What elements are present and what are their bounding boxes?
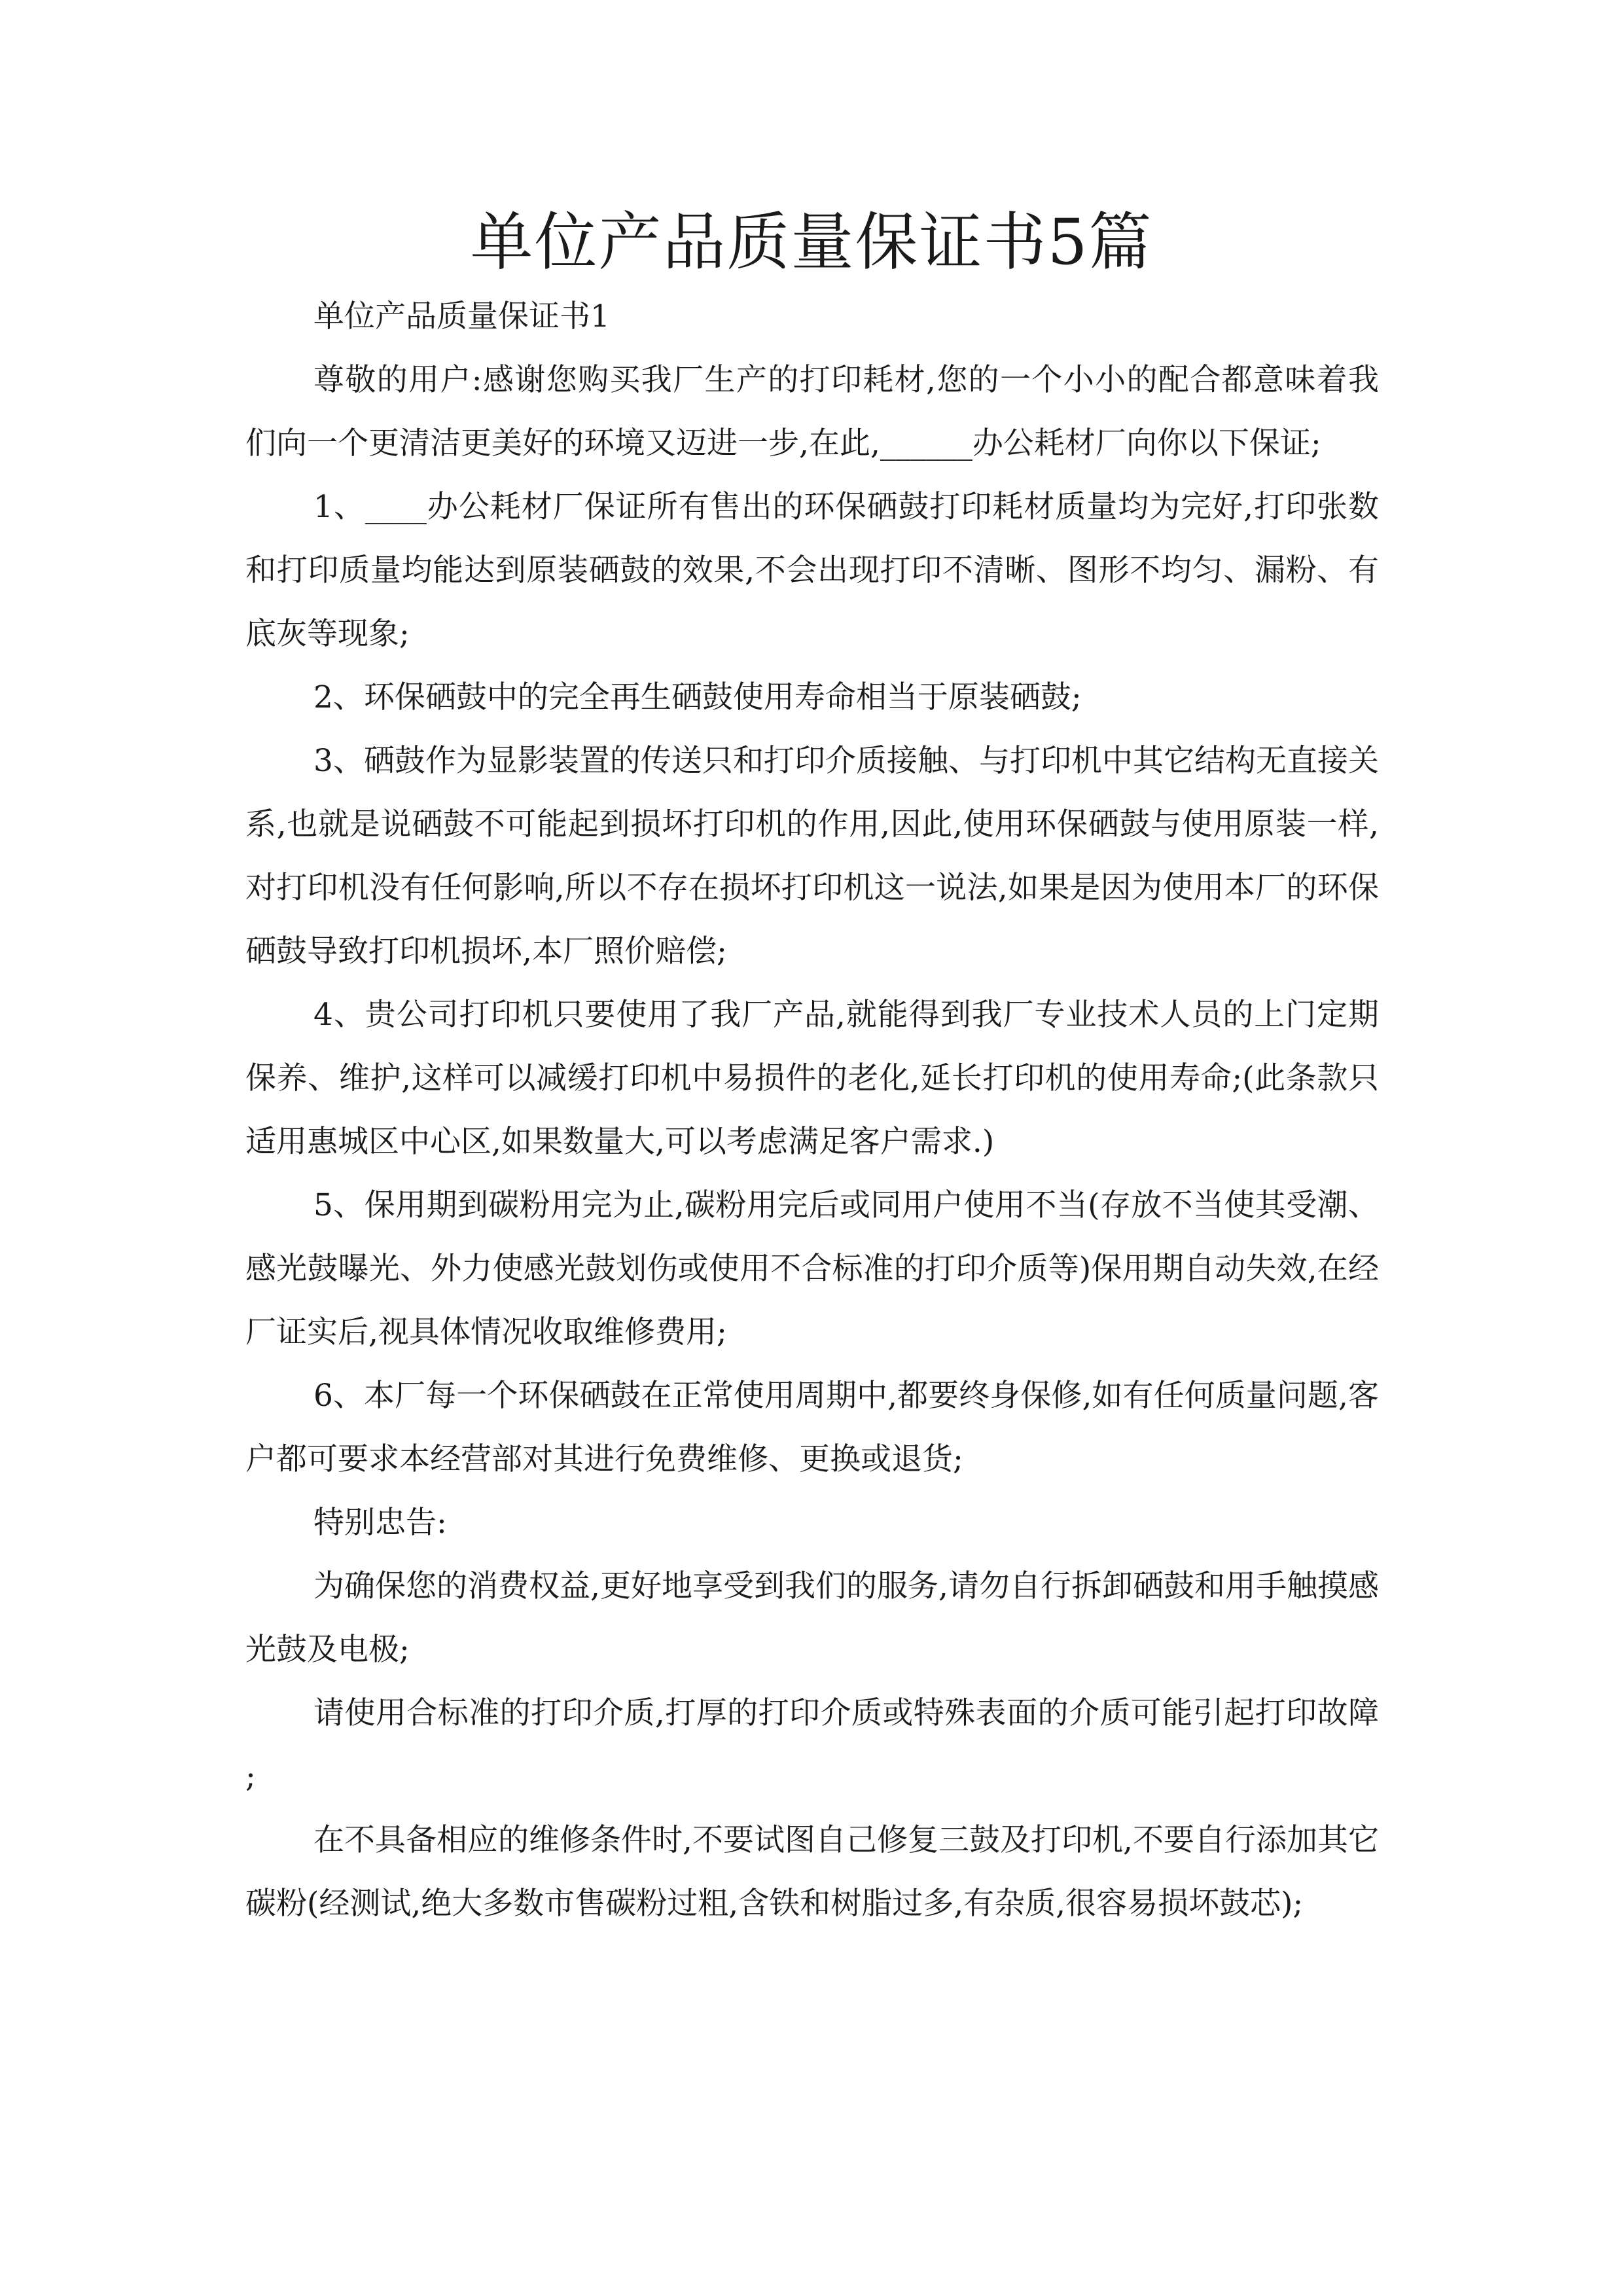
document-body (245, 285, 1379, 1935)
paragraph-item-1: 1、____办公耗材厂保证所有售出的环保硒鼓打印耗材质量均为完好,打印张数和打印质量均能达到原装硒鼓的效果,不会出现打印不清晰、图形不均匀、漏粉、有底灰等现象; (245, 489, 1379, 652)
notice-paragraph-2: 请使用合标准的打印介质,打厚的打印介质或特殊表面的介质可能引起打印故障; (245, 1695, 1379, 1795)
notice-paragraph-1: 为确保您的消费权益,更好地享受到我们的服务,请勿自行拆卸硒鼓和用手触摸感光鼓及电极; (245, 1568, 1379, 1668)
special-notice-heading: 特别忠告: (313, 1505, 447, 1541)
paragraph-item-4: 4、贵公司打印机只要使用了我厂产品,就能得到我厂专业技术人员的上门定期保养、维护,这样可以减缓打印机中易损件的老化,延长打印机的使用寿命;(此条款只适用惠城区中心区,如果数量大,可以考虑满足客户需求.) (245, 997, 1379, 1160)
document-title: 单位产品质量保证书5篇 (470, 206, 1153, 279)
paragraph-item-6: 6、本厂每一个环保硒鼓在正常使用周期中,都要终身保修,如有任何质量问题,客户都可要求本经营部对其进行免费维修、更换或退货; (245, 1378, 1379, 1477)
paragraph-item-2: 2、环保硒鼓中的完全再生硒鼓使用寿命相当于原装硒鼓; (313, 679, 1082, 715)
section-heading: 单位产品质量保证书1 (313, 298, 610, 334)
notice-paragraph-3: 在不具备相应的维修条件时,不要试图自己修复三鼓及打印机,不要自行添加其它碳粉(经测试,绝大多数市售碳粉过粗,含铁和树脂过多,有杂质,很容易损坏鼓芯); (245, 1822, 1379, 1922)
paragraph-item-3: 3、硒鼓作为显影装置的传送只和打印介质接触、与打印机中其它结构无直接关系,也就是说硒鼓不可能起到损坏打印机的作用,因此,使用环保硒鼓与使用原装一样,对打印机没有任何影响,所以不存在损坏打印机这一说法,如果是因为使用本厂的环保硒鼓导致打印机损坏,本厂照价赔偿; (245, 743, 1379, 969)
paragraph-item-5: 5、保用期到碳粉用完为止,碳粉用完后或同用户使用不当(存放不当使其受潮、感光鼓曝光、外力使感光鼓划伤或使用不合标准的打印介质等)保用期自动失效,在经厂证实后,视具体情况收取维修费用; (245, 1187, 1379, 1350)
paragraph-greeting: 尊敬的用户:感谢您购买我厂生产的打印耗材,您的一个小小的配合都意味着我们向一个更清洁更美好的环境又迈进一步,在此,______办公耗材厂向你以下保证; (245, 362, 1379, 461)
